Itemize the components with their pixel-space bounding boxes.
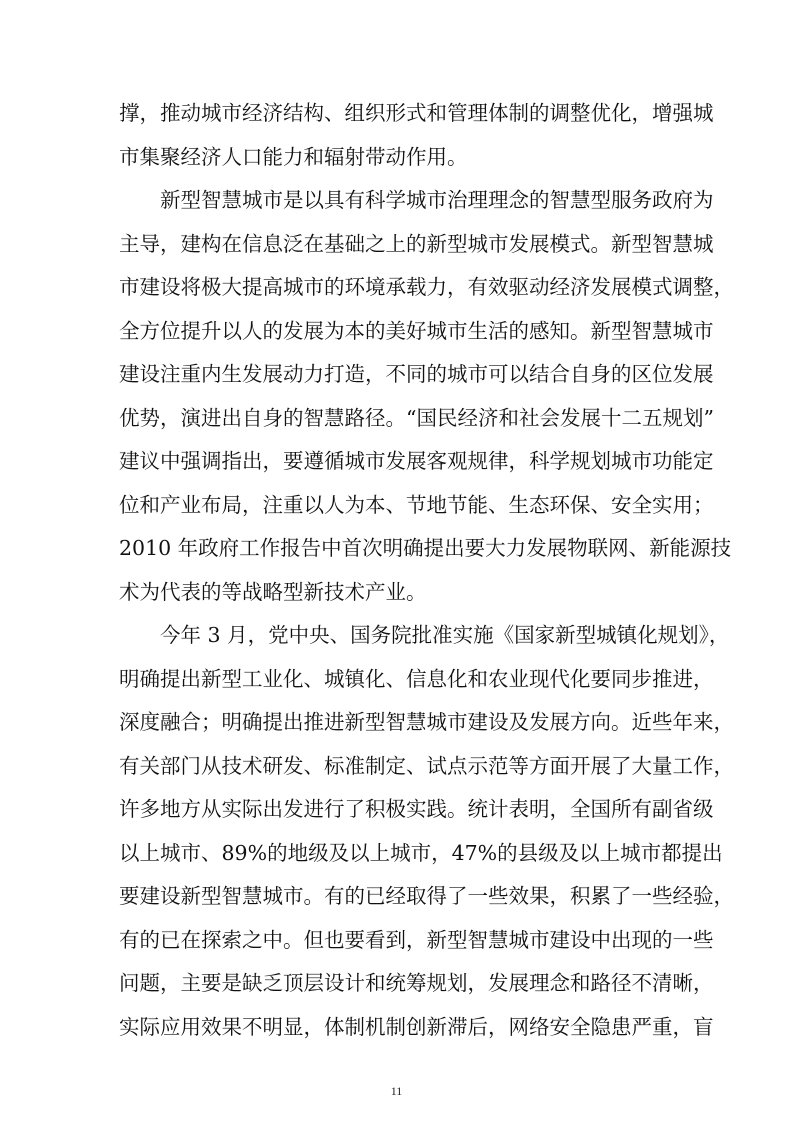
page-number: 11 [390, 1084, 403, 1098]
text-line: 术为代表的等战略型新技术产业。 [119, 580, 427, 604]
text-line: 实际应用效果不明显，体制机制创新滞后，网络安全隐患严重，盲 [119, 1015, 714, 1039]
text-line: 建议中强调指出，要遵循城市发展客观规律，科学规划城市功能定 [119, 449, 714, 473]
text-line: 建设注重内生发展动力打造，不同的城市可以结合自身的区位发展 [119, 362, 714, 386]
text-line: 全方位提升以人的发展为本的美好城市生活的感知。新型智慧城市 [119, 319, 714, 343]
text-line: 市集聚经济人口能力和辐射带动作用。 [119, 145, 468, 169]
text-line: 问题，主要是缺乏顶层设计和统筹规划，发展理念和路径不清晰， [119, 971, 714, 995]
text-line: 深度融合；明确提出推进新型智慧城市建设及发展方向。近些年来， [119, 710, 734, 734]
text-line: 明确提出新型工业化、城镇化、信息化和农业现代化要同步推进， [119, 667, 714, 691]
text-line: 许多地方从实际出发进行了积极实践。统计表明，全国所有副省级 [119, 797, 714, 821]
text-line: 2010 年政府工作报告中首次明确提出要大力发展物联网、新能源技 [119, 536, 732, 560]
text-line: 优势，演进出自身的智慧路径。“国民经济和社会发展十二五规划” [119, 406, 714, 430]
text-line: 市建设将极大提高城市的环境承载力，有效驱动经济发展模式调整， [119, 275, 734, 299]
text-line: 有关部门从技术研发、标准制定、试点示范等方面开展了大量工作， [119, 754, 734, 778]
text-line: 主导，建构在信息泛在基础之上的新型城市发展模式。新型智慧城 [119, 232, 714, 256]
paragraph-first-line: 新型智慧城市是以具有科学城市治理理念的智慧型服务政府为 [160, 188, 714, 212]
paragraph-first-line: 今年 3 月，党中央、国务院批准实施《国家新型城镇化规划》， [160, 623, 730, 647]
text-line: 位和产业布局，注重以人为本、节地节能、生态环保、安全实用； [119, 493, 714, 517]
text-line: 有的已在探索之中。但也要看到，新型智慧城市建设中出现的一些 [119, 928, 714, 952]
text-line: 撑，推动城市经济结构、组织形式和管理体制的调整优化，增强城 [119, 101, 714, 125]
text-line: 以上城市、89%的地级及以上城市，47%的县级及以上城市都提出 [119, 841, 723, 865]
text-line: 要建设新型智慧城市。有的已经取得了一些效果，积累了一些经验， [119, 884, 734, 908]
